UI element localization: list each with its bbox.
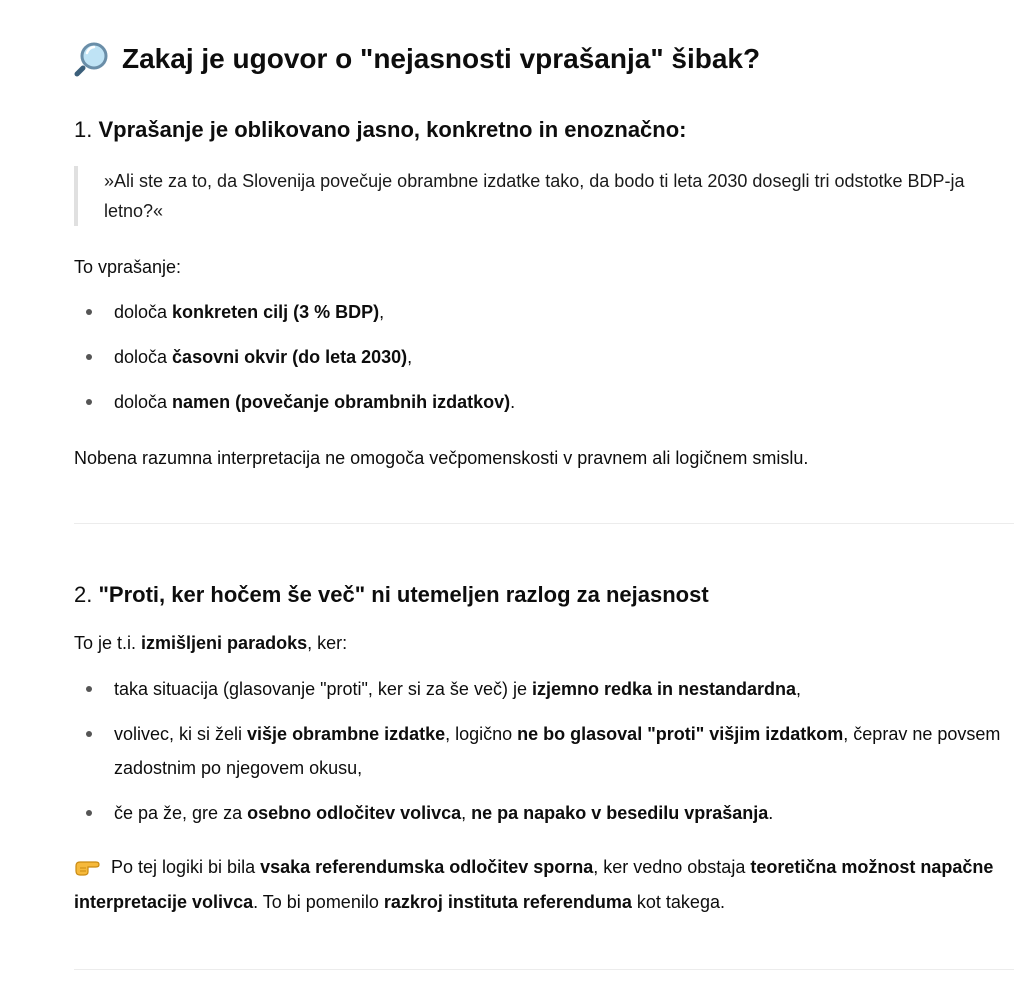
section-2-title: "Proti, ker hočem še več" ni utemeljen razlog za nejasnost — [98, 582, 709, 607]
section-1-heading — [74, 114, 687, 146]
section-1-closing: Nobena razumna interpretacija ne omogoča večpomenskosti v pravnem ali logičnem smislu. — [74, 448, 809, 468]
page-title-text: Zakaj je ugovor o "nejasnosti vprašanja" šibak? — [122, 43, 761, 74]
list-item: določa konkreten cilj (3 % BDP), — [74, 295, 1014, 329]
divider — [74, 523, 1014, 524]
section-2-list — [74, 672, 1014, 830]
pointing-hand-icon — [74, 858, 100, 876]
section-1-intro: To vprašanje: — [74, 257, 182, 277]
section-1-number: 1. — [74, 117, 93, 142]
section-2-intro: To je t.i. izmišljeni paradoks, ker: — [74, 633, 348, 653]
section-2-number: 2. — [74, 582, 93, 607]
magnifying-glass-icon — [74, 41, 110, 77]
section-1-title: Vprašanje je oblikovano jasno, konkretno in enoznačno: — [98, 117, 687, 142]
list-item: če pa že, gre za osebno odločitev volivca, ne pa napako v besedilu vprašanja. — [74, 796, 1014, 830]
page-title — [74, 38, 760, 80]
list-item: volivec, ki si želi višje obrambne izdatke, logično ne bo glasoval "proti" višjim izdatkom, čeprav ne povsem zadostnim po njegovem okusu, — [74, 717, 1014, 785]
divider — [74, 969, 1014, 970]
conclusion-paragraph: Po tej logiki bi bila vsaka referendumska odločitev sporna, ker vedno obstaja teoretična možnost napačne interpretacije volivca. To bi pomenilo razkroj instituta referenduma kot takega. — [74, 857, 994, 912]
section-1-list — [74, 295, 1014, 419]
list-item: določa časovni okvir (do leta 2030), — [74, 340, 1014, 374]
list-item: določa namen (povečanje obrambnih izdatkov). — [74, 385, 1014, 419]
blockquote: »Ali ste za to, da Slovenija povečuje obrambne izdatke tako, da bodo ti leta 2030 dosegli tri odstotke BDP-ja letno?« — [74, 166, 1014, 226]
list-item: taka situacija (glasovanje "proti", ker si za še več) je izjemno redka in nestandardna, — [74, 672, 1014, 706]
section-2-heading — [74, 579, 709, 611]
